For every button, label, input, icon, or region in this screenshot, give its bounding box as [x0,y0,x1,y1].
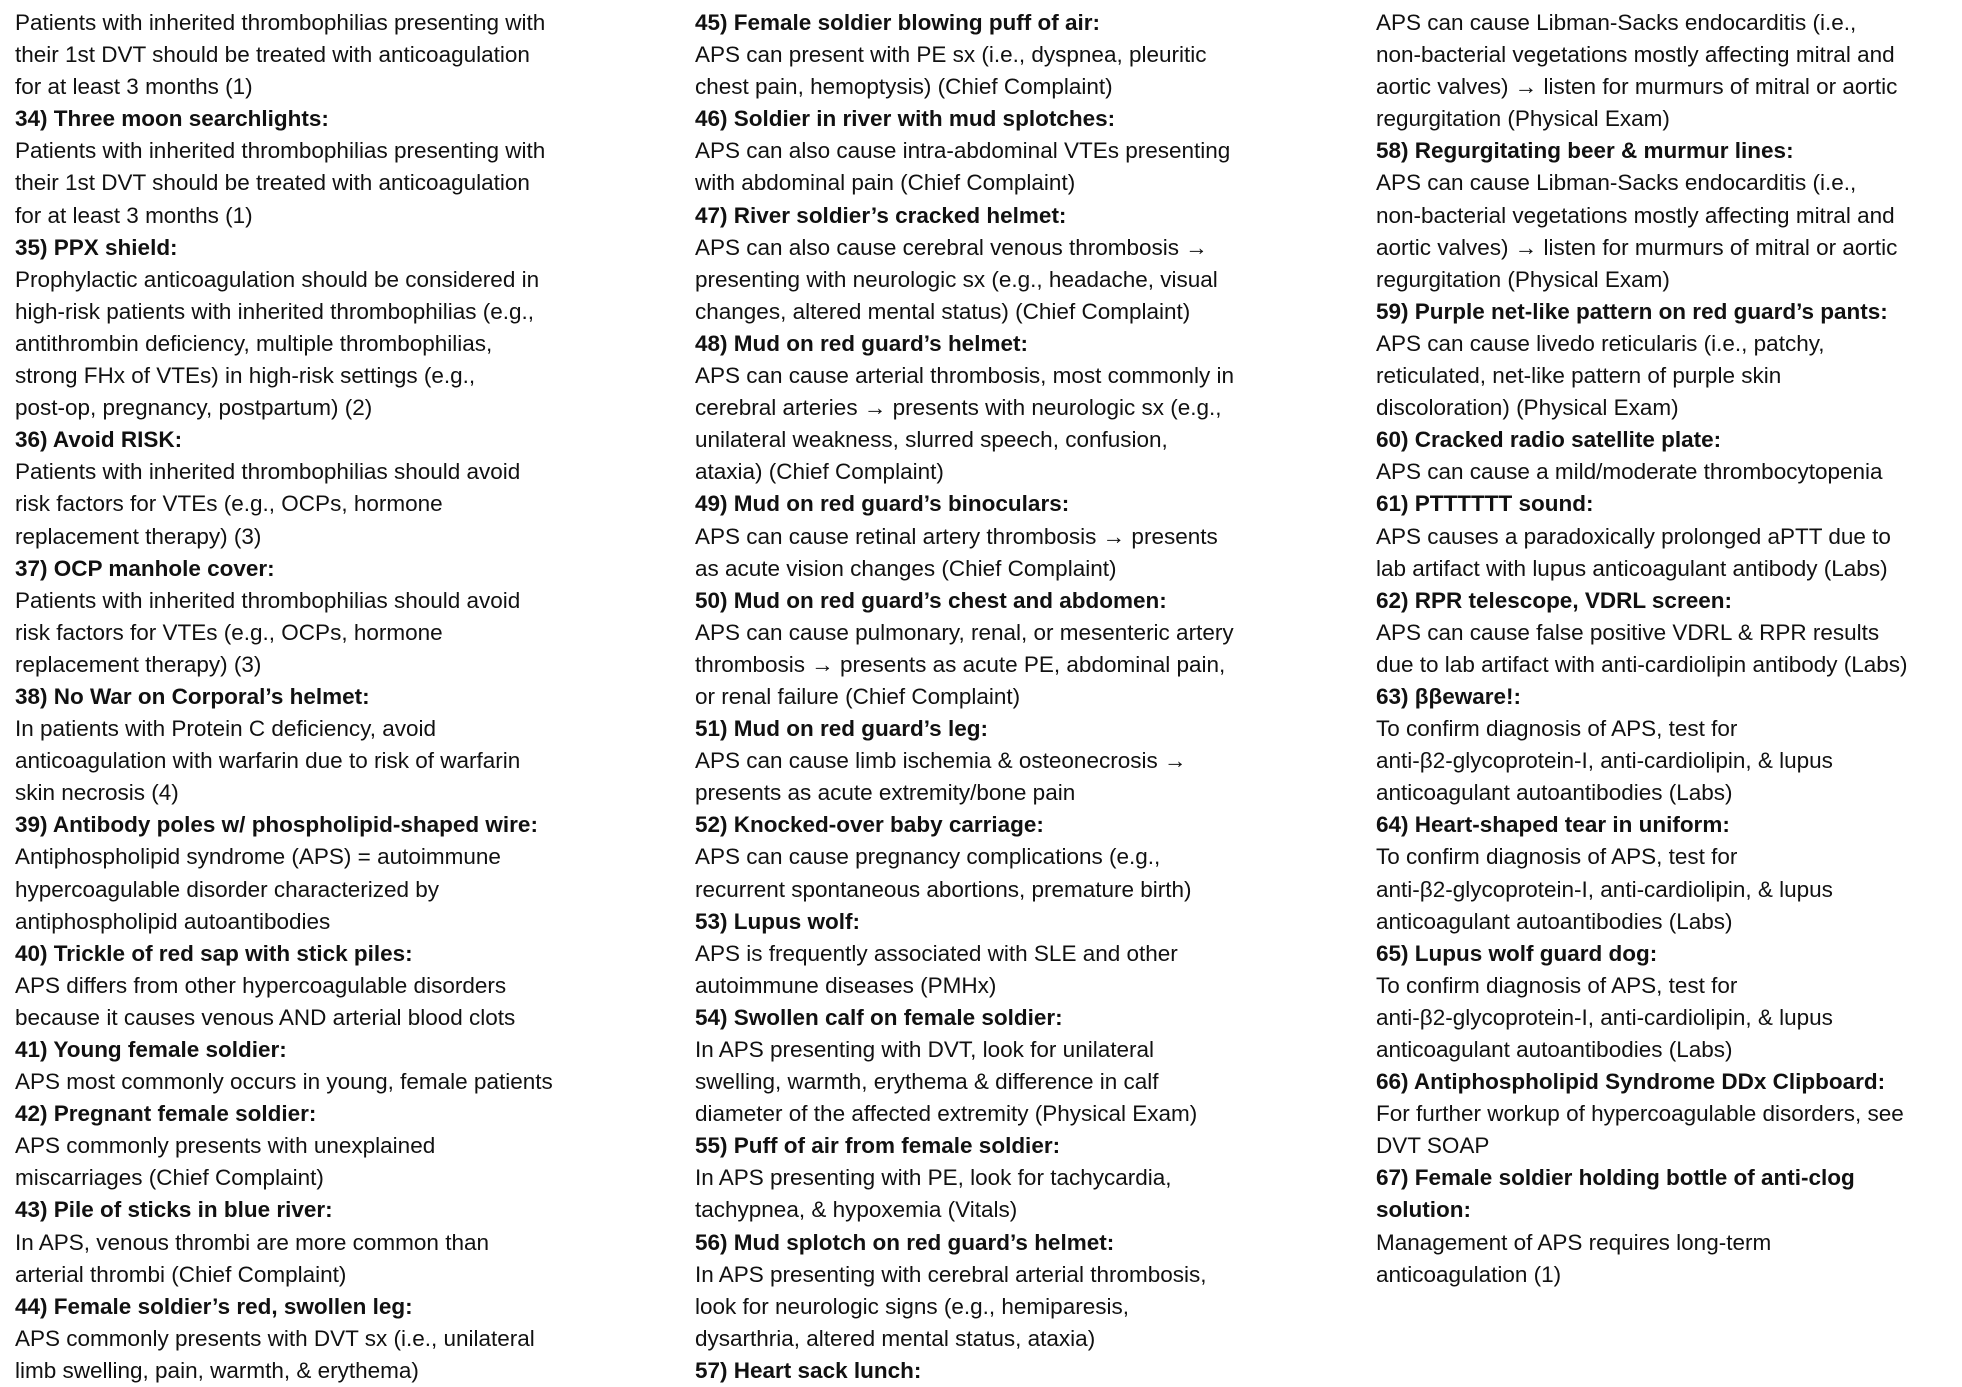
note-entry [1376,488,1908,584]
note-entry [695,7,1234,103]
entry-text-line: strong FHx of VTEs) in high-risk settings (e.g., [15,363,476,389]
entry-text-line: reticulated, net-like pattern of purple skin [1376,363,1782,389]
entry-text-line: For further workup of hypercoagulable disorders, see [1376,1101,1904,1127]
entry-text-line: anti-β2-glycoprotein-I, anti-cardiolipin, & lupus [1376,748,1833,774]
entry-text-line: skin necrosis (4) [15,780,179,806]
entry-text-line: chest pain, hemoptysis) (Chief Complaint) [695,74,1113,100]
entry-heading: 61) PTTTTTT sound: [1376,491,1594,517]
entry-text-line: presents as acute extremity/bone pain [695,780,1076,806]
entry-heading: 39) Antibody poles w/ phospholipid-shaped wire: [15,812,538,838]
entry-text-line: for at least 3 months (1) [15,202,253,228]
entry-heading: 59) Purple net-like pattern on red guard’s pants: [1376,298,1888,324]
entry-text-line: dysarthria, altered mental status, ataxia) [695,1325,1096,1351]
entry-text-line: lab artifact with lupus anticoagulant antibody (Labs) [1376,555,1888,581]
entry-text-line: antithrombin deficiency, multiple thrombophilias, [15,330,493,356]
entry-text-line: discoloration) (Physical Exam) [1376,395,1679,421]
entry-text-line: with abdominal pain (Chief Complaint) [695,170,1076,196]
entry-text-line: anticoagulation with warfarin due to risk of warfarin [15,748,521,774]
entry-heading: 50) Mud on red guard’s chest and abdomen: [695,587,1167,613]
entry-heading: 37) OCP manhole cover: [15,555,275,581]
entry-text-line: APS can cause false positive VDRL & RPR results [1376,619,1880,645]
entry-text-line: To confirm diagnosis of APS, test for [1376,972,1738,998]
entry-text-line: APS can present with PE sx (i.e., dyspnea, pleuritic [695,42,1207,68]
entry-text-line: APS differs from other hypercoagulable disorders [15,972,507,998]
entry-text-line: APS commonly presents with DVT sx (i.e., unilateral [15,1325,535,1351]
entry-heading: 34) Three moon searchlights: [15,106,329,132]
note-entry [695,488,1234,584]
note-entry [695,103,1234,199]
entry-text-line: To confirm diagnosis of APS, test for [1376,844,1738,870]
entry-text-line: APS causes a paradoxically prolonged aPTT due to [1376,523,1891,549]
entry-heading: 55) Puff of air from female soldier: [695,1133,1061,1159]
entry-text-line: look for neurologic signs (e.g., hemiparesis, [695,1293,1129,1319]
entry-text-line: thrombosis → presents as acute PE, abdominal pain, [695,651,1226,677]
entry-heading: 41) Young female soldier: [15,1037,287,1062]
entry-text-line: because it causes venous AND arterial blood clots [15,1004,516,1030]
entry-text-line: In APS presenting with DVT, look for unilateral [695,1037,1154,1062]
entry-text-line: APS most commonly occurs in young, female patients [15,1069,553,1095]
note-entry [1376,809,1908,937]
entry-text-line: APS can cause livedo reticularis (i.e., patchy, [1376,330,1825,356]
entry-text-line: or renal failure (Chief Complaint) [695,683,1021,709]
entry-text-line: APS is frequently associated with SLE and other [695,940,1178,966]
entry-heading: 58) Regurgitating beer & murmur lines: [1376,138,1794,164]
entry-text-line: APS can cause limb ischemia & osteonecrosis → [695,748,1187,774]
entry-text-line: anticoagulation (1) [1376,1261,1562,1287]
entry-text-line: their 1st DVT should be treated with anticoagulation [15,42,530,68]
entry-text-line: APS can also cause intra-abdominal VTEs presenting [695,138,1231,164]
note-entry [15,103,553,231]
note-entry [695,200,1234,328]
entry-text-line: limb swelling, pain, warmth, & erythema) [15,1357,419,1383]
entry-text-line: arterial thrombi (Chief Complaint) [15,1261,347,1287]
entry-text-line: miscarriages (Chief Complaint) [15,1165,324,1191]
entry-heading: 56) Mud splotch on red guard’s helmet: [695,1229,1115,1255]
entry-heading: 57) Heart sack lunch: [695,1357,922,1383]
entry-text-line: ataxia) (Chief Complaint) [695,459,944,485]
entry-text-line: APS commonly presents with unexplained [15,1133,436,1159]
entry-text-line: In APS presenting with PE, look for tachycardia, [695,1165,1172,1191]
entry-heading: 65) Lupus wolf guard dog: [1376,940,1658,966]
note-entry [1376,1162,1908,1290]
entry-text-line: APS can cause retinal artery thrombosis → presents [695,523,1218,549]
entry-heading: 35) PPX shield: [15,234,178,260]
entry-heading: 44) Female soldier’s red, swollen leg: [15,1293,413,1319]
note-entry [15,553,553,681]
note-entry [15,681,553,809]
note-entry [1376,681,1908,809]
note-entry [15,1291,553,1387]
entry-text-line: anticoagulant autoantibodies (Labs) [1376,1037,1733,1062]
entry-text-line: APS can cause a mild/moderate thrombocytopenia [1376,459,1883,485]
entry-text-line: anti-β2-glycoprotein-I, anti-cardiolipin, & lupus [1376,1004,1833,1030]
entry-heading: 45) Female soldier blowing puff of air: [695,10,1101,35]
entry-heading: 52) Knocked-over baby carriage: [695,812,1044,838]
entry-heading: 48) Mud on red guard’s helmet: [695,330,1028,356]
entry-text-line: unilateral weakness, slurred speech, confusion, [695,427,1168,453]
entry-heading: 40) Trickle of red sap with stick piles: [15,940,413,966]
entry-heading: 51) Mud on red guard’s leg: [695,716,988,742]
entry-heading: 42) Pregnant female soldier: [15,1101,317,1127]
note-entry [695,906,1234,1002]
note-entry [695,1355,1234,1387]
column-2 [695,7,1234,1387]
entry-text-line: APS can cause Libman-Sacks endocarditis (i.e., [1376,10,1857,35]
entry-text-line: Management of APS requires long-term [1376,1229,1772,1255]
entry-text-line: To confirm diagnosis of APS, test for [1376,716,1738,742]
note-entry [1376,7,1908,135]
entry-heading: 67) Female soldier holding bottle of anti-clog [1376,1165,1855,1191]
entry-text-line: for at least 3 months (1) [15,74,253,100]
column-1 [15,7,553,1387]
note-entry [15,7,553,103]
entry-heading: 47) River soldier’s cracked helmet: [695,202,1067,228]
entry-text-line: Prophylactic anticoagulation should be considered in [15,266,540,292]
entry-text-line: replacement therapy) (3) [15,523,262,549]
note-entry [15,1098,553,1194]
note-entry [15,1194,553,1290]
entry-text-line: Patients with inherited thrombophilias should avoid [15,459,521,485]
entry-text-line: tachypnea, & hypoxemia (Vitals) [695,1197,1018,1223]
note-entry [15,938,553,1034]
entry-text-line: autoimmune diseases (PMHx) [695,972,997,998]
entry-text-line: post-op, pregnancy, postpartum) (2) [15,395,373,421]
note-entry [1376,424,1908,488]
entry-heading: 38) No War on Corporal’s helmet: [15,683,370,709]
entry-text-line: diameter of the affected extremity (Physical Exam) [695,1101,1198,1127]
entry-text-line: anticoagulant autoantibodies (Labs) [1376,780,1733,806]
entry-text-line: DVT SOAP [1376,1133,1490,1159]
entry-text-line: Patients with inherited thrombophilias presenting with [15,138,546,164]
note-entry [695,1130,1234,1226]
note-entry [15,424,553,552]
entry-heading: 54) Swollen calf on female soldier: [695,1004,1063,1030]
note-entry [15,1034,553,1098]
note-entry [1376,296,1908,424]
entry-heading: 62) RPR telescope, VDRL screen: [1376,587,1732,613]
entry-text-line: as acute vision changes (Chief Complaint) [695,555,1117,581]
entry-text-line: APS can cause pregnancy complications (e.g., [695,844,1161,870]
entry-text-line: In patients with Protein C deficiency, avoid [15,716,437,742]
note-entry [1376,938,1908,1066]
note-entry [15,232,553,425]
entry-text-line: APS can cause arterial thrombosis, most commonly in [695,363,1234,389]
entry-text-line: swelling, warmth, erythema & difference in calf [695,1069,1159,1095]
note-entry [695,1002,1234,1130]
entry-text-line: hypercoagulable disorder characterized by [15,876,439,902]
entry-text-line: aortic valves) → listen for murmurs of mitral or aortic [1376,74,1898,100]
entry-heading: 60) Cracked radio satellite plate: [1376,427,1722,453]
entry-text-line: anticoagulant autoantibodies (Labs) [1376,908,1733,934]
entry-heading: 66) Antiphospholipid Syndrome DDx Clipboard: [1376,1069,1886,1095]
entry-text-line: regurgitation (Physical Exam) [1376,106,1670,132]
note-entry [695,713,1234,809]
entry-heading: 64) Heart-shaped tear in uniform: [1376,812,1730,838]
entry-text-line: Patients with inherited thrombophilias presenting with [15,10,546,35]
entry-text-line: regurgitation (Physical Exam) [1376,266,1670,292]
entry-text-line: APS can cause pulmonary, renal, or mesenteric artery [695,619,1234,645]
entry-text-line: aortic valves) → listen for murmurs of mitral or aortic [1376,234,1898,260]
note-entry [695,328,1234,488]
entry-text-line: Antiphospholipid syndrome (APS) = autoimmune [15,844,501,870]
entry-text-line: non-bacterial vegetations mostly affecting mitral and [1376,42,1895,68]
entry-text-line: presenting with neurologic sx (e.g., headache, visual [695,266,1218,292]
entry-heading: 49) Mud on red guard’s binoculars: [695,491,1070,517]
entry-text-line: due to lab artifact with anti-cardiolipin antibody (Labs) [1376,651,1908,677]
entry-text-line: APS can also cause cerebral venous thrombosis → [695,234,1208,260]
entry-text-line: Patients with inherited thrombophilias should avoid [15,587,521,613]
entry-text-line: anti-β2-glycoprotein-I, anti-cardiolipin, & lupus [1376,876,1833,902]
note-entry [15,809,553,937]
entry-text-line: antiphospholipid autoantibodies [15,908,331,934]
entry-heading: 43) Pile of sticks in blue river: [15,1197,333,1223]
entry-heading: 46) Soldier in river with mud splotches: [695,106,1116,132]
entry-text-line: changes, altered mental status) (Chief Complaint) [695,298,1191,324]
entry-text-line: In APS, venous thrombi are more common than [15,1229,489,1255]
entry-text-line: high-risk patients with inherited thrombophilias (e.g., [15,298,535,324]
entry-text-line: risk factors for VTEs (e.g., OCPs, hormone [15,491,443,517]
entry-heading: 36) Avoid RISK: [15,427,183,453]
entry-heading: solution: [1376,1197,1471,1223]
entry-heading: 53) Lupus wolf: [695,908,860,934]
entry-text-line: In APS presenting with cerebral arterial thrombosis, [695,1261,1207,1287]
note-entry [695,1227,1234,1355]
note-entry [695,585,1234,713]
entry-text-line: APS can cause Libman-Sacks endocarditis (i.e., [1376,170,1857,196]
entry-heading: 63) ββeware!: [1376,683,1522,709]
entry-text-line: risk factors for VTEs (e.g., OCPs, hormone [15,619,443,645]
note-entry [695,809,1234,905]
entry-text-line: non-bacterial vegetations mostly affecting mitral and [1376,202,1895,228]
note-entry [1376,1066,1908,1162]
note-entry [1376,585,1908,681]
entry-text-line: recurrent spontaneous abortions, premature birth) [695,876,1192,902]
column-3 [1376,7,1908,1291]
entry-text-line: their 1st DVT should be treated with anticoagulation [15,170,530,196]
entry-text-line: replacement therapy) (3) [15,651,262,677]
note-entry [1376,135,1908,295]
entry-text-line: cerebral arteries → presents with neurologic sx (e.g., [695,395,1222,421]
